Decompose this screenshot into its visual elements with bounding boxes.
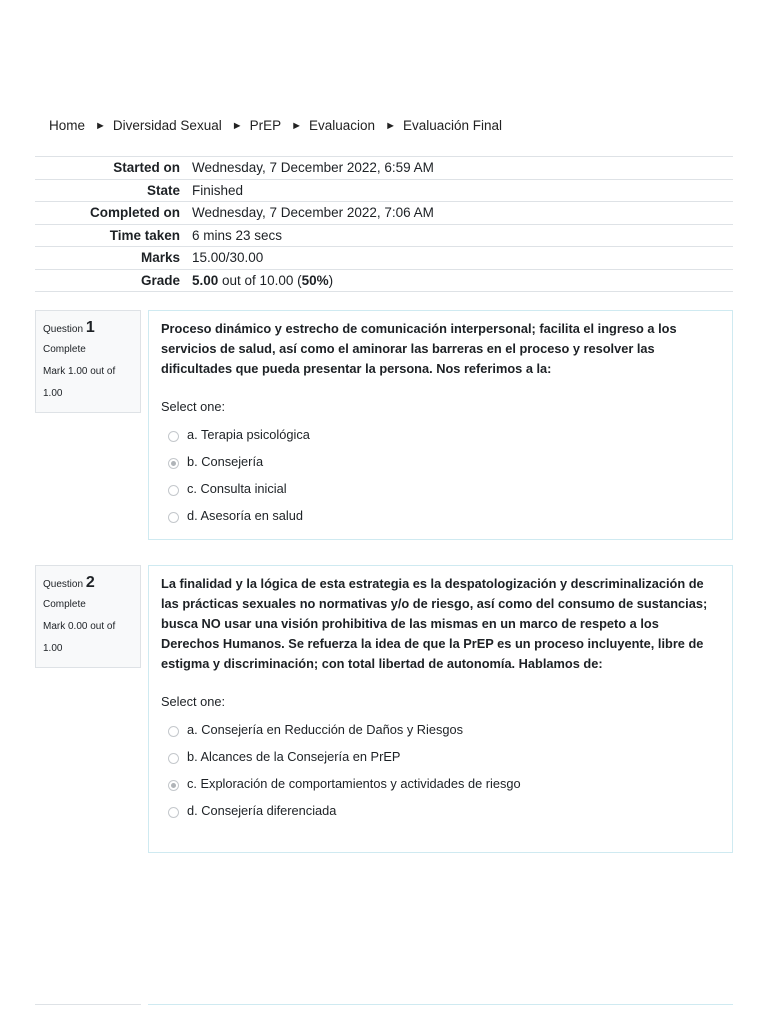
- breadcrumb-subsection[interactable]: Evaluacion: [309, 118, 376, 133]
- question-state: Complete: [43, 599, 86, 610]
- breadcrumb: [49, 118, 502, 133]
- question-info: [35, 565, 141, 668]
- question-mark: Mark 1.00 out of 1.00: [43, 366, 116, 399]
- question-word: Question: [43, 324, 84, 335]
- breadcrumb-separator-icon: ►: [385, 119, 396, 132]
- summary-value: [186, 269, 733, 292]
- answer-list: [161, 716, 720, 824]
- breadcrumb-separator-icon: ►: [291, 119, 303, 132]
- next-question-content-edge: [148, 1004, 733, 1005]
- grade-close: ): [328, 272, 334, 288]
- summary-label: Completed on: [90, 205, 180, 220]
- answer-label: c. Consulta inicial: [187, 481, 287, 496]
- summary-label: Time taken: [109, 227, 180, 243]
- answer-label: c. Exploración de comportamientos y actividades de riesgo: [187, 776, 521, 791]
- breadcrumb-separator-icon: ►: [95, 119, 106, 132]
- radio-checked-icon[interactable]: [168, 458, 179, 469]
- answer-option[interactable]: [161, 502, 720, 529]
- question-info: [35, 310, 141, 413]
- question-content: [148, 565, 733, 853]
- next-question-info-edge: [35, 1004, 141, 1005]
- answer-option[interactable]: [161, 475, 720, 502]
- breadcrumb-home[interactable]: Home: [49, 118, 86, 133]
- radio-icon[interactable]: [168, 753, 179, 764]
- summary-row-time-taken: [35, 224, 733, 247]
- question-number-line: [43, 317, 140, 339]
- summary-value: Finished: [192, 182, 244, 198]
- question-text: La finalidad y la lógica de esta estrategia es la despatologización y descriminalización de las prácticas sexuales no normativas y/o de riesgo, así como del consumo de sustancias; busca NO usar una visión prohibitiva de las mismas en un marco de respeto a los Derechos Humanos. Se refuerza la idea de que la PrEP es un proceso incluyente, libre de estigma y discriminación; con total libertad de autonomía. Hablamos de:: [161, 576, 708, 671]
- summary-label: Grade: [140, 272, 180, 288]
- question-number-line: [43, 572, 140, 594]
- grade-score: 5.00: [192, 272, 219, 288]
- question-word: Question: [43, 579, 84, 590]
- answer-label: b. Consejería: [187, 454, 264, 469]
- summary-label: Started on: [113, 160, 180, 175]
- grade-percent: 50%: [301, 272, 329, 288]
- answer-list: [161, 421, 720, 529]
- breadcrumb-section[interactable]: PrEP: [249, 118, 282, 133]
- summary-value: Wednesday, 7 December 2022, 6:59 AM: [192, 160, 434, 175]
- radio-icon[interactable]: [168, 807, 179, 818]
- summary-label: Marks: [140, 250, 180, 265]
- radio-icon[interactable]: [168, 485, 179, 496]
- summary-row-grade: [35, 269, 733, 292]
- summary-row-started: [35, 157, 733, 180]
- summary-value: 15.00/30.00: [192, 250, 264, 265]
- grade-out-of: out of 10.00 (: [218, 272, 302, 288]
- breadcrumb-quiz[interactable]: Evaluación Final: [402, 118, 503, 133]
- answer-option[interactable]: [161, 770, 720, 797]
- answer-option[interactable]: [161, 421, 720, 448]
- breadcrumb-course[interactable]: Diversidad Sexual: [112, 118, 222, 133]
- radio-icon[interactable]: [168, 726, 179, 737]
- summary-row-marks: [35, 247, 733, 270]
- breadcrumb-separator-icon: ►: [231, 119, 243, 132]
- attempt-summary-table: [35, 156, 733, 292]
- summary-label: State: [146, 182, 180, 198]
- question-state: Complete: [43, 344, 86, 355]
- radio-icon[interactable]: [168, 512, 179, 523]
- summary-row-state: [35, 179, 733, 202]
- answer-option[interactable]: [161, 797, 720, 824]
- answer-label: d. Consejería diferenciada: [187, 803, 337, 818]
- answer-label: a. Consejería en Reducción de Daños y Riesgos: [187, 722, 464, 737]
- select-one-prompt: Select one:: [161, 694, 226, 709]
- summary-row-completed: [35, 202, 733, 225]
- summary-value: Wednesday, 7 December 2022, 7:06 AM: [192, 205, 434, 220]
- question-number: 1: [85, 319, 95, 336]
- radio-icon[interactable]: [168, 431, 179, 442]
- answer-label: b. Alcances de la Consejería en PrEP: [187, 749, 401, 764]
- radio-checked-icon[interactable]: [168, 780, 179, 791]
- answer-option[interactable]: [161, 743, 720, 770]
- summary-value: 6 mins 23 secs: [192, 227, 283, 243]
- answer-option[interactable]: [161, 448, 720, 475]
- question-text: Proceso dinámico y estrecho de comunicación interpersonal; facilita el ingreso a los servicios de salud, así como el aminorar las barreras en el proceso y resolver las dificultades que pueda presentar la persona. Nos referimos a la:: [161, 321, 677, 376]
- question-content: [148, 310, 733, 540]
- select-one-prompt: Select one:: [161, 399, 226, 414]
- question-number: 2: [85, 574, 95, 591]
- answer-label: a. Terapia psicológica: [187, 427, 310, 442]
- question-mark: Mark 0.00 out of 1.00: [43, 621, 116, 654]
- answer-option[interactable]: [161, 716, 720, 743]
- answer-label: d. Asesoría en salud: [187, 508, 303, 523]
